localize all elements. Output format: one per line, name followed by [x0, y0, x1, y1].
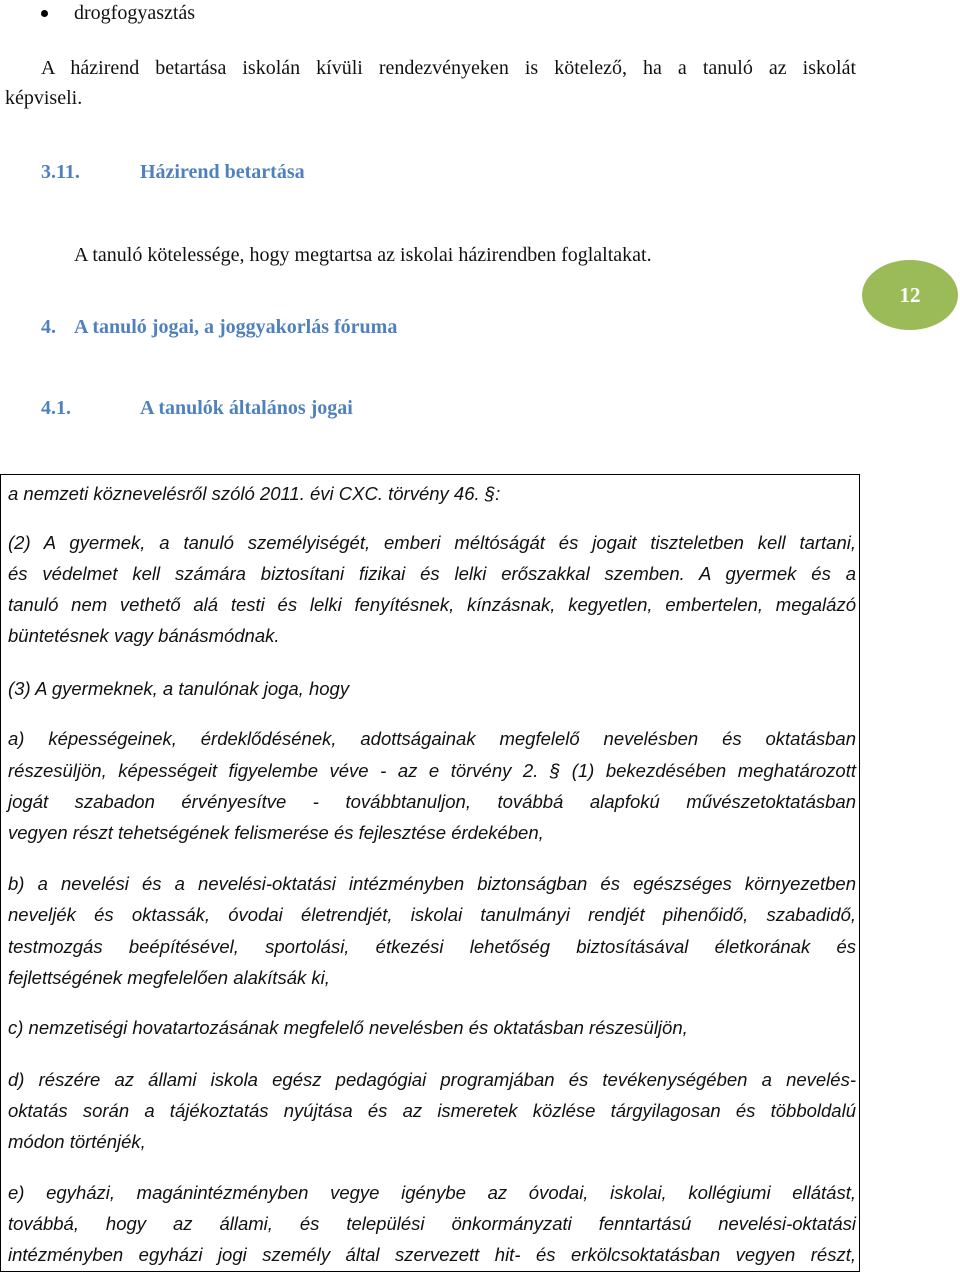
legal-d-line1: d) részére az állami iskola egész pedagógiai programjában és tevékenységében a nevelés- [8, 1069, 856, 1090]
legal-b-line3: testmozgás beépítésével, sportolási, étkezési lehetőség biztosításával életkorának és [8, 936, 856, 957]
section-3-11-number: 3.11. [41, 161, 80, 183]
page-number-badge: 12 [862, 260, 958, 330]
section-4-number: 4. [41, 316, 56, 338]
legal-p2-line4: büntetésnek vagy bánásmódnak. [8, 625, 280, 646]
legal-e-line2: továbbá, hogy az állami, és települési önkormányzati fenntartású nevelési-oktatási [8, 1213, 856, 1234]
legal-d-line3: módon történjék, [8, 1131, 146, 1152]
legal-a-line4: vegyen részt tehetségének felismerése és fejlesztése érdekében, [8, 822, 544, 843]
section-3-11-title: Házirend betartása [140, 161, 305, 183]
section-4-title: A tanuló jogai, a joggyakorlás fóruma [74, 316, 398, 338]
legal-a-line2: részesüljön, képességeit figyelembe véve - az e törvény 2. § (1) bekezdésében meghatározott [8, 760, 856, 781]
legal-p3: (3) A gyermeknek, a tanulónak joga, hogy [8, 678, 350, 699]
legal-a-line1: a) képességeinek, érdeklődésének, adottságainak megfelelő nevelésben és oktatásban [8, 728, 856, 749]
section-4-1-number: 4.1. [41, 397, 71, 419]
legal-e-line1: e) egyházi, magánintézményben vegye igénybe az óvodai, iskolai, kollégiumi ellátást, [8, 1182, 856, 1203]
legal-c: c) nemzetiségi hovatartozásának megfelelő nevelésben és oktatásban részesüljön, [8, 1017, 688, 1038]
legal-b-line2: neveljék és oktassák, óvodai életrendjét, iskolai tanulmányi rendjét pihenőidő, szabadidő, [8, 904, 856, 925]
legal-box-title: a nemzeti köznevelésről szóló 2011. évi CXC. törvény 46. §: [8, 483, 501, 504]
bullet-item: drogfogyasztás [74, 2, 196, 24]
legal-d-line2: oktatás során a tájékoztatás nyújtása és az ismeretek közlése tárgyilagosan és többoldalú [8, 1100, 856, 1121]
legal-p2-line3: tanuló nem vethető alá testi és lelki fenyítésnek, kínzásnak, kegyetlen, embertelen, megalázó [8, 594, 856, 615]
legal-p2-line2: és védelmet kell számára biztosítani fizikai és lelki erőszakkal szemben. A gyermek és a [8, 563, 856, 584]
legal-b-line4: fejlettségének megfelelően alakítsák ki, [8, 967, 330, 988]
para-enforcement-line2: képviseli. [5, 87, 83, 109]
legal-p2-line1: (2) A gyermek, a tanuló személyiségét, emberi méltóságát és jogait tiszteletben kell tartani, [8, 532, 856, 553]
para-duty: A tanuló kötelessége, hogy megtartsa az iskolai házirendben foglaltakat. [74, 244, 652, 266]
section-4-1-title: A tanulók általános jogai [140, 397, 353, 419]
legal-quote-box [0, 474, 860, 1272]
para-enforcement-line1: A házirend betartása iskolán kívüli rendezvényeken is kötelező, ha a tanuló az iskolát [41, 57, 856, 79]
legal-a-line3: jogát szabadon érvényesítve - továbbtanuljon, továbbá alapfokú művészetoktatásban [8, 791, 856, 812]
bullet-dot [41, 10, 48, 17]
legal-e-line3: intézményben egyházi jogi személy által szervezett hit- és erkölcsoktatásban vegyen részt, [8, 1244, 856, 1265]
legal-b-line1: b) a nevelési és a nevelési-oktatási intézményben biztonságban és egészséges környezetben [8, 873, 856, 894]
